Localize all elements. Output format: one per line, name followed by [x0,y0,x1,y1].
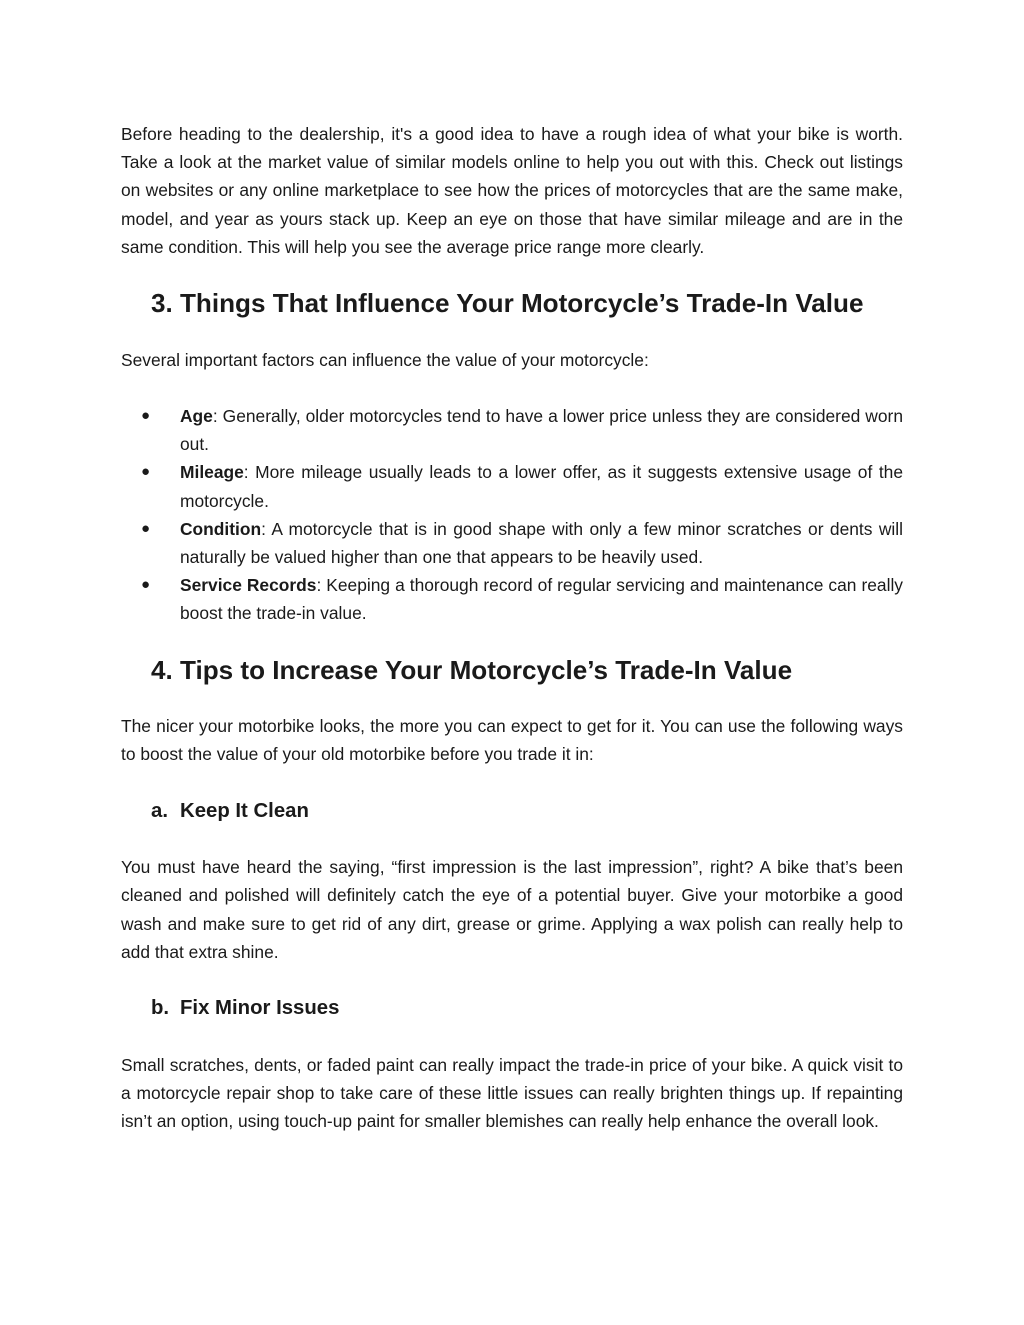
spacer [121,1022,903,1050]
bullet-icon: ● [141,576,151,594]
bullet-icon: ● [141,406,151,424]
list-item-body [180,571,903,627]
subsection-a-title: Keep It Clean [180,799,309,822]
spacer [121,374,903,402]
list-item [121,571,903,627]
factor-term-age: Age [180,405,213,426]
list-item [121,402,903,458]
spacer [121,825,903,853]
section-4-number: 4. [151,654,173,685]
list-item-body [180,458,903,514]
section-3-heading [121,289,903,317]
factors-list [121,402,903,628]
factor-text-service-records: : Keeping a thorough record of regular servicing and maintenance can really boost the trade-in value. [180,575,904,624]
bullet-icon: ● [141,463,151,481]
section-4-lead: The nicer your motorbike looks, the more you can expect to get for it. You can use the following ways to boost the value of your old motorbike before you trade it in: [121,716,903,765]
subsection-a-number: a. [151,799,168,822]
factor-term-service-records: Service Records [180,575,317,596]
section-4-heading [121,656,903,684]
spacer [121,966,903,994]
spacer [121,628,903,656]
section-3-number: 3. [151,288,173,319]
subsection-b-number: b. [151,997,170,1020]
spacer [121,769,903,797]
section-4-title: Tips to Increase Your Motorcycle’s Trade-In Value [180,654,793,685]
list-item-body [180,402,903,458]
spacer [121,317,903,345]
spacer [121,684,903,712]
list-item [121,458,903,514]
subsection-b-body: Small scratches, dents, or faded paint can really impact the trade-in price of your bike. A quick visit to a motorcycle repair shop to take care of these little issues can really brighten things up. If repainting isn’t an option, using touch-up paint for smaller blemishes can really help enhance the overall look. [121,1054,903,1131]
section-3-title: Things That Influence Your Motorcycle’s Trade-In Value [180,288,864,319]
factor-text-condition: : A motorcycle that is in good shape with only a few minor scratches or dents will naturally be valued higher than one that appears to be heavily used. [180,518,903,567]
factor-text-age: : Generally, older motorcycles tend to have a lower price unless they are considered worn out. [180,405,903,455]
list-item [121,515,903,571]
factor-term-condition: Condition [180,518,262,539]
factor-term-mileage: Mileage [180,462,244,483]
list-item-body [180,515,903,571]
section-3-lead: Several important factors can influence the value of your motorcycle: [121,349,649,370]
intro-paragraph: Before heading to the dealership, it's a good idea to have a rough idea of what your bike is worth. Take a look at the market value of similar models online to help you out with this. Check out listings on websites or any online marketplace to see how the prices of motorcycles that are the same make, model, and year as yours stack up. Keep an eye on those that have similar mileage and are in the same condition. This will help you see the average price range more clearly. [121,124,903,257]
subsection-a-body: You must have heard the saying, “first impression is the last impression”, right? A bike that’s been cleaned and polished will definitely catch the eye of a potential buyer. Give your motorbike a good wash and make sure to get rid of any dirt, grease or grime. Applying a wax polish can really help to add that extra shine. [121,857,903,962]
subsection-b-heading [121,994,903,1022]
subsection-b-title: Fix Minor Issues [180,997,340,1020]
document-page [121,120,903,1135]
bullet-icon: ● [141,519,151,537]
subsection-a-heading [121,797,903,825]
factor-text-mileage: : More mileage usually leads to a lower offer, as it suggests extensive usage of the motorcycle. [180,462,903,511]
spacer [121,261,903,289]
